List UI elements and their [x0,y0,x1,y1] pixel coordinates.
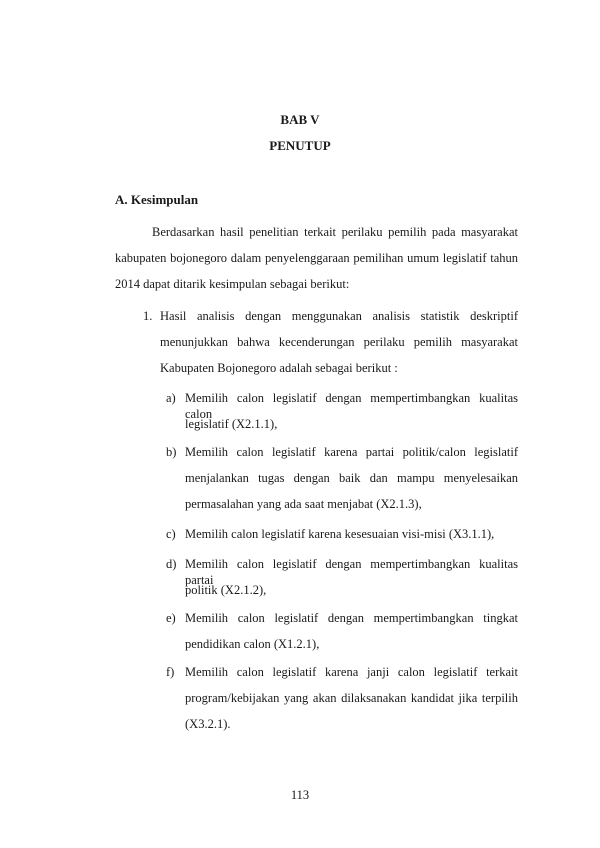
subitem-marker: a) [166,391,176,405]
list-item-line: Hasil analisis dengan menggunakan analisis statistik deskriptif [160,309,518,323]
subitem-line: Memilih calon legislatif dengan mempertimbangkan kualitas partai [185,557,518,587]
intro-paragraph-line: Berdasarkan hasil penelitian terkait perilaku pemilih pada masyarakat [152,225,518,239]
chapter-number: BAB V [280,112,320,127]
intro-paragraph-line: kabupaten bojonegoro dalam penyelenggaraan pemilihan umum legislatif tahun [115,251,518,265]
subitem-marker: c) [166,527,176,541]
subitem-marker: d) [166,557,177,571]
subitem-line: Memilih calon legislatif karena partai politik/calon legislatif [185,445,518,459]
subitem-line: program/kebijakan yang akan dilaksanakan kandidat jika terpilih [185,691,518,705]
subitem-line: Memilih calon legislatif karena kesesuaian visi-misi (X3.1.1), [185,527,495,541]
page-number: 113 [290,788,310,802]
section-heading: A. Kesimpulan [115,192,199,207]
subitem-marker: e) [166,611,176,625]
list-item-line: Kabupaten Bojonegoro adalah sebagai berikut : [160,361,398,375]
subitem-line: menjalankan tugas dengan baik dan mampu menyelesaikan [185,471,518,485]
subitem-line: (X3.2.1). [185,717,231,731]
subitem-line: Memilih calon legislatif dengan mempertimbangkan tingkat [185,611,518,625]
subitem-marker: b) [166,445,177,459]
subitem-line: Memilih calon legislatif dengan mempertimbangkan kualitas calon [185,391,518,421]
subitem-marker: f) [166,665,175,679]
intro-paragraph-line: 2014 dapat ditarik kesimpulan sebagai berikut: [115,277,350,291]
subitem-line: permasalahan yang ada saat menjabat (X2.1.3), [185,497,422,511]
chapter-title: PENUTUP [269,138,331,153]
subitem-line: Memilih calon legislatif karena janji calon legislatif terkait [185,665,518,679]
subitem-line: pendidikan calon (X1.2.1), [185,637,320,651]
list-item-number: 1. [143,309,153,323]
list-item-line: menunjukkan bahwa kecenderungan perilaku pemilih masyarakat [160,335,518,349]
subitem-line: legislatif (X2.1.1), [185,417,278,431]
subitem-line: politik (X2.1.2), [185,583,267,597]
